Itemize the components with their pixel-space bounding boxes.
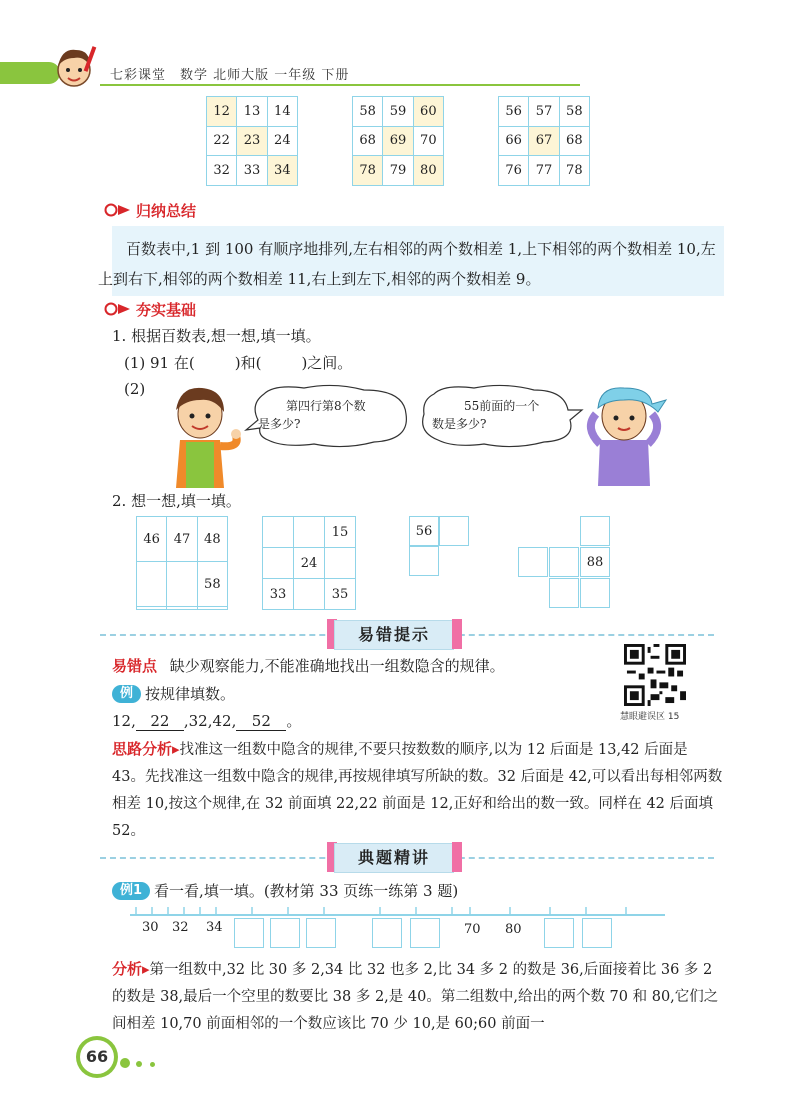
grid-cell: [549, 578, 579, 608]
fill-grid-2: [262, 516, 356, 610]
footer-dot: [136, 1061, 142, 1067]
mistake-point-label: 易错点: [112, 657, 158, 675]
example1-analysis-text: 第一组数中,32 比 30 多 2,34 比 32 也多 2,比 34 多 2 的数是 36,后面接着比 36 多 2 的数是 38,最后一个空里的数要比 38 多 2,是 40。第二组数中,给出的两个数 70 和 80,它们之间相差 10,70 前面相邻的一个数应该比 70 少 10,是 60;60 前面一: [112, 962, 719, 1032]
mistake-point-text: 缺少观察能力,不能准确地找出一组数隐含的规律。: [169, 657, 505, 675]
number-34: 34: [206, 920, 223, 935]
number-70: 70: [464, 922, 481, 937]
banner-cap: [452, 842, 462, 872]
example-row: [112, 683, 235, 704]
summary-title: 归纳总结: [136, 202, 197, 220]
grid-cell: 69: [383, 126, 413, 156]
grid-cell: [263, 548, 294, 579]
grid-cell: 15: [325, 517, 356, 548]
basics-title: 夯实基础: [136, 301, 197, 319]
example1-text: 看一看,填一填。(教材第 33 页练一练第 3 题): [154, 882, 459, 900]
analysis-paragraph: [112, 736, 724, 845]
grid-cell: 66: [499, 126, 529, 156]
grid-cell: [137, 607, 167, 610]
bubble-left-line1: 第四行第8个数: [286, 399, 366, 413]
boy-right-illustration: [574, 378, 674, 488]
grid-cell: 67: [529, 126, 559, 156]
seq-a: 12,: [112, 712, 136, 730]
grid-cell: 80: [413, 156, 443, 186]
fill-grid-1: [136, 516, 228, 610]
grid-cell: 58: [559, 97, 589, 127]
grid-cell: 47: [167, 517, 197, 562]
grid-cell: 78: [559, 156, 589, 186]
grid-cell-value: 88: [586, 555, 604, 570]
grid-cell: 46: [137, 517, 167, 562]
mistake-point-row: [112, 655, 505, 676]
number-32: 32: [172, 920, 189, 935]
grid-cell: 60: [413, 97, 443, 127]
grid-cell: [325, 548, 356, 579]
grid-cell-value: 56: [415, 524, 433, 539]
q1-1-part-c: )之间。: [301, 354, 353, 372]
number-30: 30: [142, 920, 159, 935]
grid-cell: 76: [499, 156, 529, 186]
answer-box: [544, 918, 574, 948]
grid-cell: [580, 547, 610, 577]
summary-text: 百数表中,1 到 100 有顺序地排列,左右相邻的两个数相差 1,上下相邻的两个数相差 10,左上到右下,相邻的两个数相差 11,右上到左下,相邻的两个数相差 9。: [98, 240, 716, 288]
answer-box: [306, 918, 336, 948]
grid-cell: 24: [267, 126, 297, 156]
grid-cell: 70: [413, 126, 443, 156]
grid-cell: [137, 562, 167, 607]
number-80: 80: [505, 922, 522, 937]
grid-cell: 34: [267, 156, 297, 186]
grid-cell: 68: [353, 126, 383, 156]
grid-cell: 58: [353, 97, 383, 127]
bubble-right-line2: 数是多少?: [432, 417, 487, 431]
footer-dot: [150, 1062, 155, 1067]
example1-pill: 例1: [112, 882, 150, 900]
grid-cell: 32: [207, 156, 237, 186]
header-line: [100, 84, 580, 86]
question-1-2: (2): [124, 380, 146, 398]
example1-analysis: [112, 956, 724, 1038]
grid-cell: [580, 578, 610, 608]
grid-cell: [549, 547, 579, 577]
analysis-label: 思路分析▸: [112, 740, 180, 758]
grid-cell: 22: [207, 126, 237, 156]
hundred-grid-2: [352, 96, 444, 186]
seq-c: ,32,42,: [183, 712, 237, 730]
q1-1-part-b: )和(: [234, 354, 262, 372]
example-text: 按规律填数。: [145, 685, 236, 703]
seq-answer-2: 52: [236, 712, 286, 731]
grid-cell: 59: [383, 97, 413, 127]
grid-cell: 57: [529, 97, 559, 127]
grid-cell: 12: [207, 97, 237, 127]
mistakes-banner: 易错提示: [334, 620, 454, 650]
question-1: 1. 根据百数表,想一想,填一填。: [112, 327, 321, 345]
question-2: 2. 想一想,填一填。: [112, 492, 241, 510]
answer-box: [372, 918, 402, 948]
hundred-grid-3: [498, 96, 590, 186]
sequence-row: [112, 710, 301, 731]
grid-cell: [518, 547, 548, 577]
answer-box: [410, 918, 440, 948]
seq-answer-1: 22: [136, 712, 184, 731]
mascot-icon: [44, 40, 104, 90]
header-title: 七彩课堂 数学 北师大版 一年级 下册: [110, 68, 350, 83]
grid-cell: 23: [237, 126, 267, 156]
grid-cell: [294, 579, 325, 610]
grid-cell: [294, 517, 325, 548]
qr-code-icon[interactable]: [624, 644, 686, 706]
example1-row: [112, 880, 458, 901]
answer-box: [270, 918, 300, 948]
grid-cell: 56: [499, 97, 529, 127]
examples-banner: 典题精讲: [334, 843, 454, 873]
question-1-1: [124, 352, 352, 373]
grid-cell: 68: [559, 126, 589, 156]
grid-cell: 33: [263, 579, 294, 610]
example-pill: 例: [112, 685, 141, 703]
grid-cell: 78: [353, 156, 383, 186]
hundred-grid-1: [206, 96, 298, 186]
grid-cell: [409, 546, 439, 576]
grid-cell: 35: [325, 579, 356, 610]
grid-cell: 58: [197, 562, 227, 607]
boy-left-illustration: [150, 380, 250, 490]
page-number: 66: [80, 1040, 114, 1074]
q1-1-part-a: (1) 91 在(: [124, 354, 195, 372]
grid-cell: [263, 517, 294, 548]
grid-cell: [167, 607, 197, 610]
bubble-left-line2: 是多少?: [258, 417, 301, 431]
grid-cell: 24: [294, 548, 325, 579]
grid-cell: [439, 516, 469, 546]
seq-e: 。: [286, 712, 302, 730]
grid-cell: [580, 516, 610, 546]
bubble-right-line1: 55前面的一个: [464, 399, 540, 413]
grid-cell: [197, 607, 227, 610]
analysis-text: 找准这一组数中隐含的规律,不要只按数数的顺序,以为 12 后面是 13,42 后面是 43。先找准这一组数中隐含的规律,再按规律填写所缺的数。32 后面是 42,可以看出每相邻两数相差 10,按这个规律,在 32 前面填 22,22 前面是 12,正好和给出的数一致。同样在 42 后面填 52。: [112, 742, 723, 839]
number-line: [130, 905, 665, 919]
grid-cell: 33: [237, 156, 267, 186]
grid-cell: 48: [197, 517, 227, 562]
grid-cell: 77: [529, 156, 559, 186]
section-arrow-icon: [104, 302, 132, 316]
answer-box: [234, 918, 264, 948]
banner-cap: [452, 619, 462, 649]
footer-dot: [120, 1058, 130, 1068]
example1-analysis-label: 分析▸: [112, 960, 150, 978]
grid-cell: 14: [267, 97, 297, 127]
grid-cell: 79: [383, 156, 413, 186]
answer-box: [582, 918, 612, 948]
grid-cell: [409, 516, 439, 546]
grid-cell: 13: [237, 97, 267, 127]
qr-caption: 慧眼避误区 15: [620, 712, 680, 722]
section-arrow-icon: [104, 203, 132, 217]
grid-cell: [167, 562, 197, 607]
